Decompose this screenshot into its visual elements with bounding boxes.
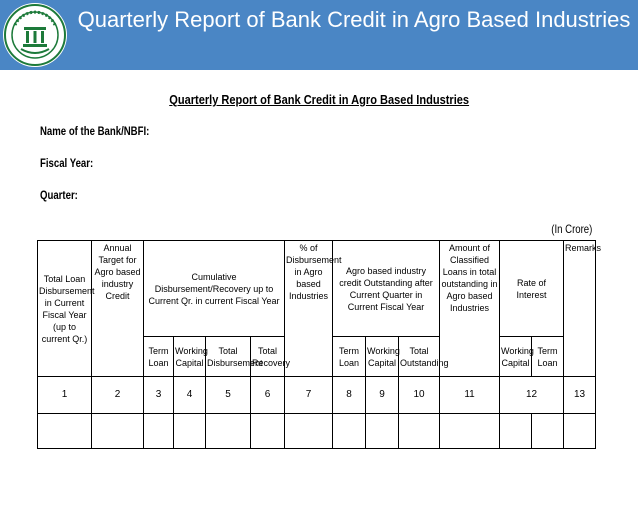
subheader-term-loan: Term Loan	[144, 337, 174, 377]
header-annual-target: Annual Target for Agro based industry Credit	[92, 241, 144, 377]
header-percent-disbursement: % of Disbursement in Agro based Industries	[285, 241, 333, 377]
header-cumulative: Cumulative Disbursement/Recovery up to Current Qr. in current Fiscal Year	[144, 241, 285, 337]
column-number: 9	[366, 377, 399, 414]
empty-cell	[144, 414, 174, 449]
document-title: Quarterly Report of Bank Credit in Agro Based Industries	[169, 92, 470, 107]
header-total-loan: Total Loan Disbursement in Current Fiscal Year (up to current Qr.)	[38, 241, 92, 377]
empty-cell	[333, 414, 366, 449]
empty-cell	[399, 414, 440, 449]
empty-cell	[440, 414, 500, 449]
empty-cell	[174, 414, 206, 449]
header-remarks: Remarks	[564, 241, 596, 377]
column-number: 7	[285, 377, 333, 414]
slide-title: Quarterly Report of Bank Credit in Agro Based Industries	[77, 7, 631, 32]
empty-cell	[251, 414, 285, 449]
column-number: 6	[251, 377, 285, 414]
column-number: 1	[38, 377, 92, 414]
header-outstanding: Agro based industry credit Outstanding after Current Quarter in Current Fiscal Year	[333, 241, 440, 337]
column-number: 11	[440, 377, 500, 414]
column-number: 5	[206, 377, 251, 414]
bank-name-field: Name of the Bank/NBFI:	[40, 124, 150, 138]
column-number: 3	[144, 377, 174, 414]
header-classified-loans: Amount of Classified Loans in total outstanding in Agro based Industries	[440, 241, 500, 377]
column-number: 2	[92, 377, 144, 414]
column-number: 10	[399, 377, 440, 414]
empty-cell	[366, 414, 399, 449]
column-number: 13	[564, 377, 596, 414]
empty-cell	[92, 414, 144, 449]
empty-cell	[206, 414, 251, 449]
data-entry-row	[38, 414, 596, 449]
subheader-working-capital: Working Capital	[500, 337, 532, 377]
slide-header	[0, 0, 638, 70]
empty-cell	[500, 414, 532, 449]
subheader-term-loan: Term Loan	[333, 337, 366, 377]
bangladesh-bank-logo-icon	[3, 3, 67, 67]
subheader-total-recovery: Total Recovery	[251, 337, 285, 377]
fiscal-year-field: Fiscal Year:	[40, 156, 94, 170]
subheader-total-disbursement: Total Disbursement	[206, 337, 251, 377]
quarter-field: Quarter:	[40, 188, 78, 202]
column-number-row	[38, 377, 596, 414]
empty-cell	[38, 414, 92, 449]
subheader-term-loan: Term Loan	[532, 337, 564, 377]
empty-cell	[285, 414, 333, 449]
empty-cell	[532, 414, 564, 449]
subheader-working-capital: Working Capital	[174, 337, 206, 377]
header-rate-of-interest: Rate of Interest	[500, 241, 564, 337]
subheader-total-outstanding: Total Outstanding	[399, 337, 440, 377]
column-number: 8	[333, 377, 366, 414]
column-number: 4	[174, 377, 206, 414]
empty-cell	[564, 414, 596, 449]
unit-label: (In Crore)	[550, 222, 592, 236]
report-table	[37, 240, 602, 449]
subheader-working-capital: Working Capital	[366, 337, 399, 377]
column-number: 12	[500, 377, 564, 414]
